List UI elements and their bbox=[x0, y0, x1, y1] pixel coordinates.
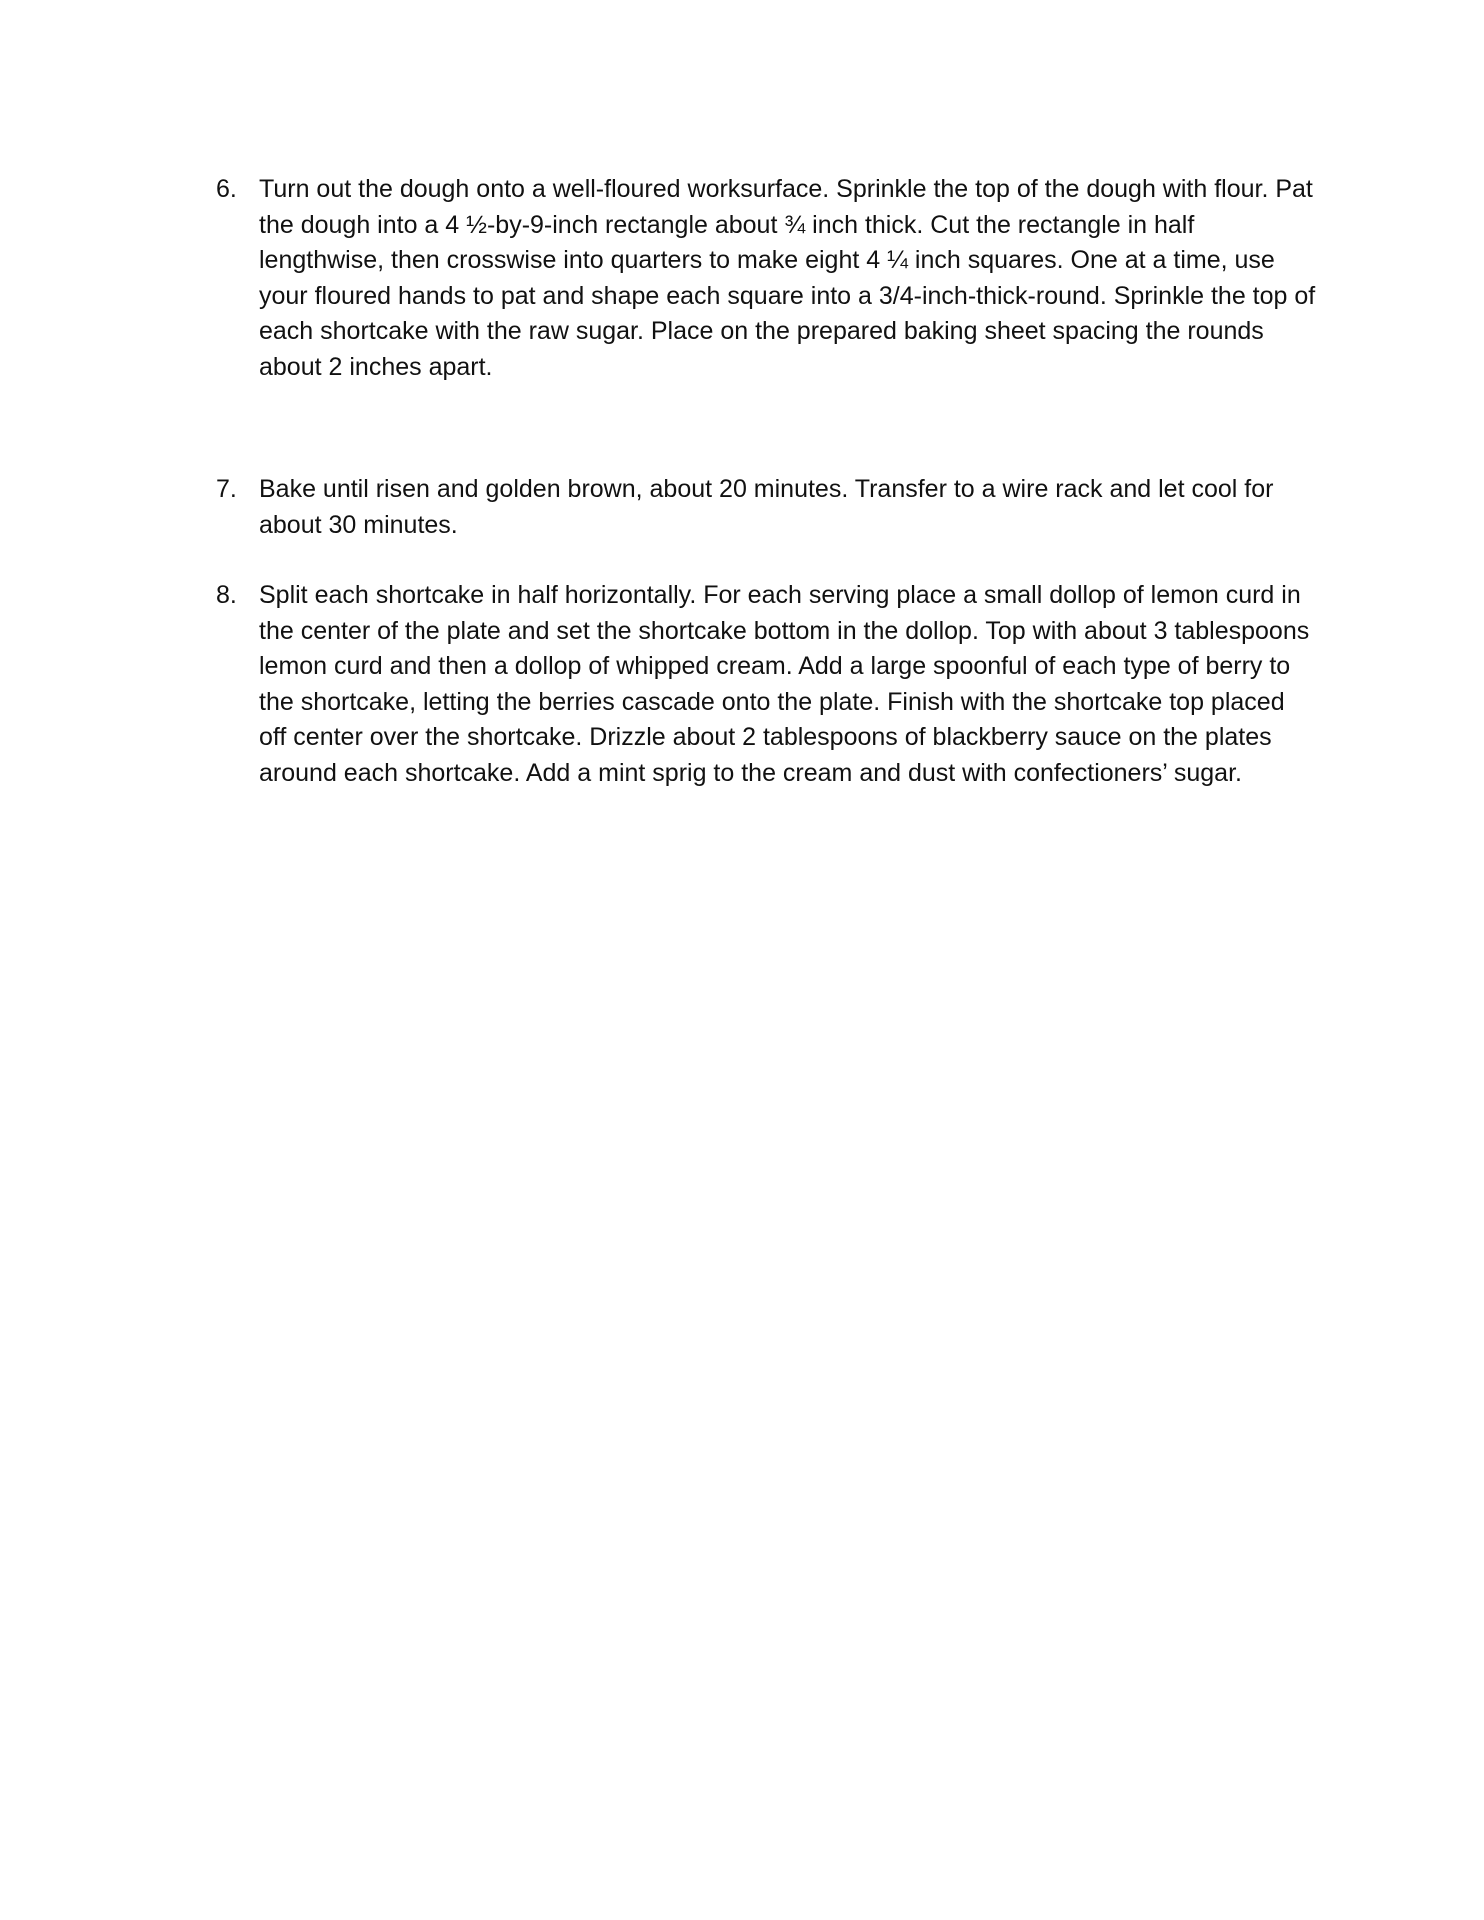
recipe-step-7 bbox=[216, 472, 1316, 543]
step-text: Bake until risen and golden brown, about 20 minutes. Transfer to a wire rack and let cool for about 30 minutes. bbox=[259, 475, 1274, 539]
step-number: 8. bbox=[216, 581, 237, 609]
step-number: 7. bbox=[216, 475, 237, 503]
recipe-steps-list bbox=[216, 172, 1316, 791]
step-number: 6. bbox=[216, 175, 237, 203]
recipe-step-6 bbox=[216, 172, 1316, 385]
step-text: Turn out the dough onto a well-floured worksurface. Sprinkle the top of the dough with flour. Pat the dough into a 4 ½-by-9-inch rectangle about ¾ inch thick. Cut the rectangle in half lengthwise, then crosswise into quarters to make eight 4 ¼ inch squares. One at a time, use your floured hands to pat and shape each square into a 3/4-inch-thick-round. Sprinkle the top of each shortcake with the raw sugar. Place on the prepared baking sheet spacing the rounds about 2 inches apart. bbox=[259, 175, 1316, 381]
recipe-step-8 bbox=[216, 578, 1316, 791]
step-text: Split each shortcake in half horizontally. For each serving place a small dollop of lemon curd in the center of the plate and set the shortcake bottom in the dollop. Top with about 3 tablespoons lemon curd and then a dollop of whipped cream. Add a large spoonful of each type of berry to the shortcake, letting the berries cascade onto the plate. Finish with the shortcake top placed off center over the shortcake. Drizzle about 2 tablespoons of blackberry sauce on the plates around each shortcake. Add a mint sprig to the cream and dust with confectioners’ sugar. bbox=[259, 581, 1310, 787]
